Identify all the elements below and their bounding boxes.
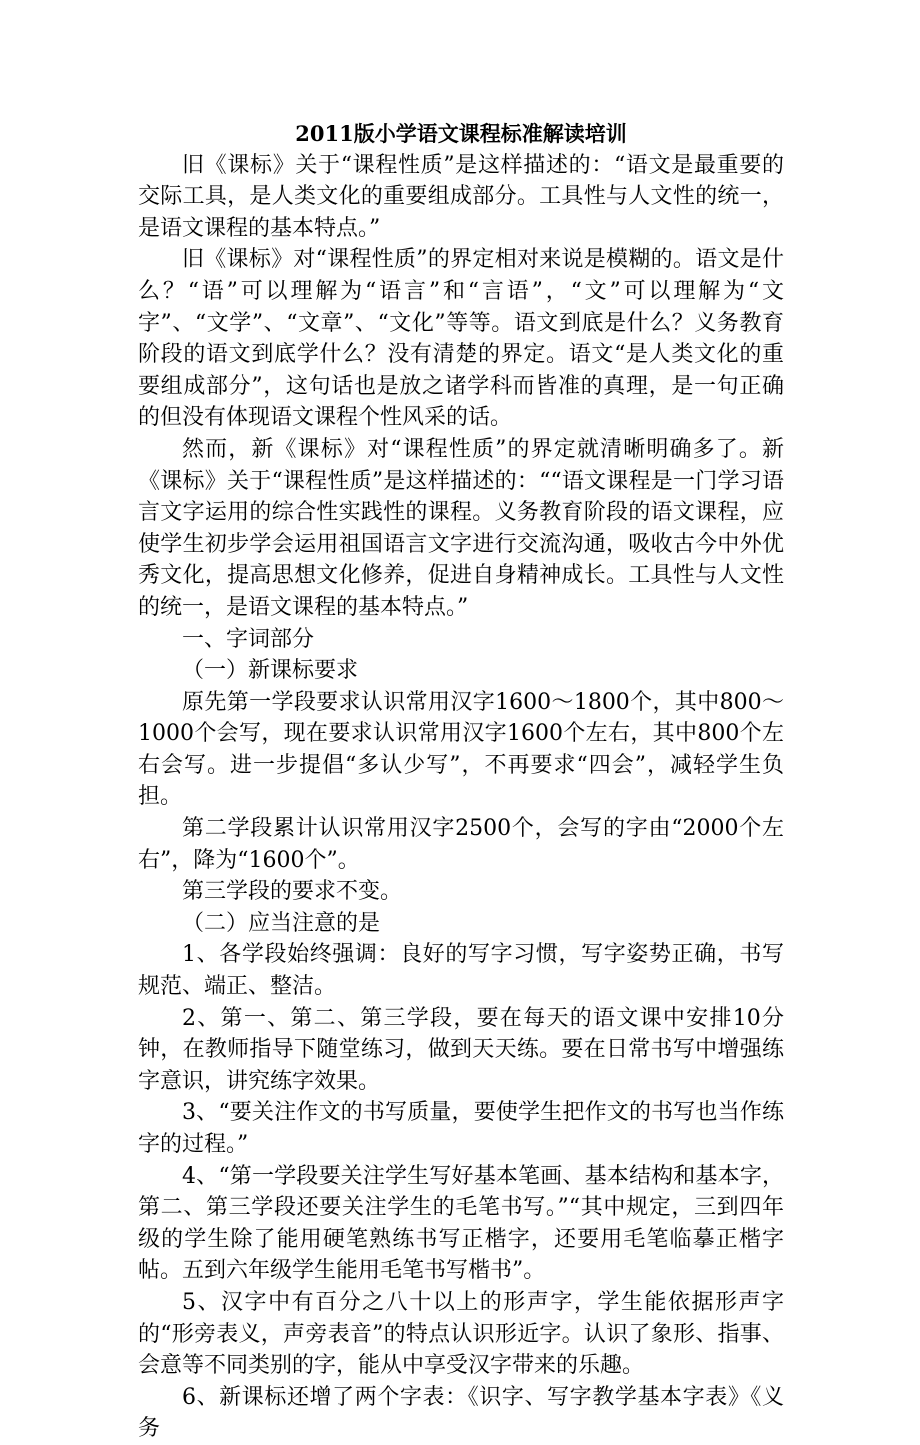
list-item-6: 6、新课标还增了两个字表：《识字、写字教学基本字表》《义务: [138, 1384, 784, 1442]
document-body: [138, 118, 784, 1445]
paragraph-new-standard: 然而，新《课标》对“课程性质”的界定就清晰明确多了。新《课标》关于“课程性质”是这样描述的：““语文课程是一门学习语言文字运用的综合性实践性的课程。义务教育阶段的语文课程，应使学生初步学会运用祖国语言文字进行交流沟通，吸收古今中外优秀文化，提高思想文化修养，促进自身精神成长。工具性与人文性的统一，是语文课程的基本特点。”: [138, 436, 784, 620]
list-item-3: 3、“要关注作文的书写质量，要使学生把作文的书写也当作练字的过程。”: [138, 1100, 784, 1157]
section-heading-characters: 一、字词部分: [182, 626, 315, 652]
subsection-heading-requirements: （一）新课标要求: [182, 658, 359, 684]
list-item-5: 5、汉字中有百分之八十以上的形声字，学生能依据形声字的“形旁表义，声旁表音”的特点认识形近字。认识了象形、指事、会意等不同类别的字，能从中享受汉字带来的乐趣。: [138, 1289, 784, 1379]
paragraph-old-standard-critique: 旧《课标》对“课程性质”的界定相对来说是模糊的。语文是什么？“语”可以理解为“语言”和“言语”，“文”可以理解为“文字”、“文学”、“文章”、“文化”等等。语文到底是什么？义务教育阶段的语文到底学什么？没有清楚的界定。语文“是人类文化的重要组成部分”，这句话也是放之诸学科而皆准的真理，是一句正确的但没有体现语文课程个性风采的话。: [138, 247, 784, 431]
paragraph-stage-three: 第三学段的要求不变。: [182, 879, 403, 905]
list-item-1: 1、各学段始终强调：良好的写字习惯，写字姿势正确，书写规范、端正、整洁。: [138, 942, 784, 1000]
list-item-4: 4、“第一学段要关注学生写好基本笔画、基本结构和基本字，第二、第三学段还要关注学生的毛笔书写。”“其中规定，三到四年级的学生除了能用硬笔熟练书写正楷字，还要用毛笔临摹正楷字帖。五到六年级学生能用毛笔书写楷书”。: [138, 1163, 784, 1284]
paragraph-old-standard-quote: 旧《课标》关于“课程性质”是这样描述的：“语文是最重要的交际工具，是人类文化的重要组成部分。工具性与人文性的统一，是语文课程的基本特点。”: [138, 152, 784, 241]
paragraph-stage-one: 原先第一学段要求认识常用汉字1600～1800个，其中800～1000个会写，现在要求认识常用汉字1600个左右，其中800个左右会写。进一步提倡“多认少写”，不再要求“四会”，减轻学生负担。: [138, 689, 784, 810]
list-item-2: 2、第一、第二、第三学段，要在每天的语文课中安排10分钟，在教师指导下随堂练习，做到天天练。要在日常书写中增强练字意识，讲究练字效果。: [138, 1005, 784, 1094]
document-title: 2011版小学语文课程标准解读培训: [295, 121, 627, 146]
subsection-heading-notes: （二）应当注意的是: [182, 910, 381, 936]
paragraph-stage-two: 第二学段累计认识常用汉字2500个，会写的字由“2000个左右”，降为“1600个”。: [138, 816, 784, 873]
